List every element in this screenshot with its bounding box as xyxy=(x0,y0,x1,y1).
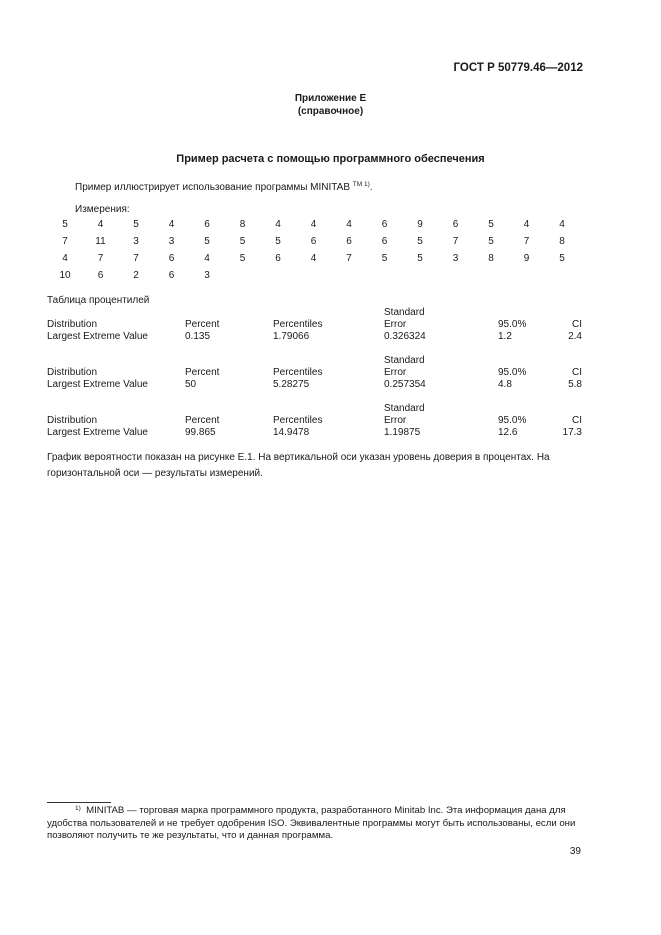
header-distribution: Distribution xyxy=(47,319,98,330)
header-ci: CI xyxy=(572,415,582,426)
header-distribution: Distribution xyxy=(47,367,98,378)
measurement-value: 5 xyxy=(239,253,246,264)
measurement-value: 5 xyxy=(62,219,68,230)
measurement-value: 6 xyxy=(346,236,352,247)
measurement-value: 7 xyxy=(97,253,104,264)
measurement-value: 6 xyxy=(97,270,104,281)
measurement-value: 7 xyxy=(523,236,530,247)
measurement-value: 4 xyxy=(346,219,352,230)
measurement-value: 11 xyxy=(95,236,106,247)
header-percentiles: Percentiles xyxy=(273,319,323,330)
header-ci: CI xyxy=(572,367,582,378)
measurement-value: 7 xyxy=(452,236,459,247)
footnote-mark: 1) xyxy=(75,805,81,812)
body-paragraph: График вероятности показан на рисунке Е.1. На вертикальной оси указан уровень доверия в процентах. На горизонтальной оси — результаты измерений. xyxy=(47,452,550,479)
measurement-value: 6 xyxy=(310,236,317,247)
header-standard: Standard xyxy=(384,403,425,414)
cell-ci-lower: 12.6 xyxy=(498,427,518,438)
footnote xyxy=(47,803,582,843)
measurement-value: 5 xyxy=(204,236,210,247)
table-block xyxy=(47,403,582,451)
measurement-value: 8 xyxy=(239,219,246,230)
cell-percent: 0.135 xyxy=(185,331,211,342)
cell-distribution: Largest Extreme Value xyxy=(47,331,148,342)
table-block xyxy=(47,307,582,355)
measurement-value: 7 xyxy=(346,253,352,264)
section-title: Пример расчета с помощью программного обеспечения xyxy=(176,153,485,165)
header-confidence: 95.0% xyxy=(498,319,527,330)
measurement-value: 6 xyxy=(168,253,175,264)
header-percentiles: Percentiles xyxy=(273,367,323,378)
cell-percentile: 5.28275 xyxy=(273,379,310,390)
measurement-value: 3 xyxy=(133,236,139,247)
cell-percent: 99.865 xyxy=(185,427,216,438)
measurement-value: 5 xyxy=(417,253,423,264)
header-error: Error xyxy=(384,319,407,330)
footnote-text: MINITAB — торговая марка программного продукта, разработанного Minitab Inc. Эта информация дана для удобства пользователей и не требует одобрения ISO. Эквивалентные программы могут быть использованы, если они позволяют получить те же результаты, что и данная программа. xyxy=(47,805,576,841)
measurement-value: 5 xyxy=(133,219,139,230)
header-standard: Standard xyxy=(384,355,425,366)
percentile-table xyxy=(47,307,582,451)
header-distribution: Distribution xyxy=(47,415,98,426)
measurements-label: Измерения: xyxy=(75,204,130,215)
page-number: 39 xyxy=(569,846,581,857)
header-error: Error xyxy=(384,415,407,426)
measurement-value: 6 xyxy=(381,219,388,230)
intro-main: Пример иллюстрирует использование программы MINITAB xyxy=(75,182,353,193)
measurement-value: 4 xyxy=(204,253,210,264)
header-percent: Percent xyxy=(185,319,220,330)
cell-ci-upper: 2.4 xyxy=(568,331,582,342)
measurement-value: 5 xyxy=(559,253,565,264)
measurement-value: 5 xyxy=(275,236,281,247)
measurement-value: 5 xyxy=(239,236,246,247)
measurement-value: 4 xyxy=(275,219,281,230)
measurement-value: 4 xyxy=(62,253,68,264)
measurement-value: 5 xyxy=(381,253,388,264)
header-percentiles: Percentiles xyxy=(273,415,323,426)
measurement-value: 3 xyxy=(204,270,210,281)
annex-heading xyxy=(0,92,661,118)
measurement-value: 4 xyxy=(168,219,175,230)
measurement-value: 3 xyxy=(452,253,459,264)
measurement-value: 10 xyxy=(59,270,71,281)
measurement-value: 6 xyxy=(275,253,281,264)
intro-text xyxy=(75,181,373,193)
cell-percentile: 1.79066 xyxy=(273,331,310,342)
cell-ci-lower: 4.8 xyxy=(498,379,512,390)
cell-percentile: 14.9478 xyxy=(273,427,310,438)
cell-standard-error: 0.257354 xyxy=(384,379,426,390)
measurement-value: 7 xyxy=(133,253,139,264)
measurement-value: 2 xyxy=(133,270,139,281)
measurement-value: 3 xyxy=(168,236,175,247)
cell-percent: 50 xyxy=(185,379,197,390)
cell-standard-error: 1.19875 xyxy=(384,427,421,438)
header-percent: Percent xyxy=(185,367,220,378)
measurement-value: 6 xyxy=(452,219,459,230)
measurement-value: 5 xyxy=(488,219,494,230)
cell-distribution: Largest Extreme Value xyxy=(47,379,148,390)
cell-ci-lower: 1.2 xyxy=(498,331,512,342)
measurement-value: 9 xyxy=(417,219,423,230)
header-ci: CI xyxy=(572,319,582,330)
annex-subtitle: (справочное) xyxy=(297,106,364,117)
measurement-value: 4 xyxy=(97,219,104,230)
intro-trademark-sup: TM 1) xyxy=(352,181,370,188)
cell-standard-error: 0.326324 xyxy=(384,331,426,342)
header-percent: Percent xyxy=(185,415,220,426)
cell-ci-upper: 5.8 xyxy=(568,379,582,390)
measurement-value: 5 xyxy=(488,236,494,247)
header-confidence: 95.0% xyxy=(498,367,527,378)
measurement-value: 6 xyxy=(168,270,175,281)
measurement-value: 8 xyxy=(488,253,494,264)
header-error: Error xyxy=(384,367,407,378)
measurement-value: 4 xyxy=(310,253,317,264)
standard-code: ГОСТ Р 50779.46—2012 xyxy=(453,62,583,74)
annex-title: Приложение Е xyxy=(294,93,367,104)
measurement-value: 6 xyxy=(204,219,210,230)
table-caption: Таблица процентилей xyxy=(47,295,150,306)
measurement-value: 4 xyxy=(559,219,565,230)
measurement-value: 9 xyxy=(523,253,530,264)
measurement-value: 5 xyxy=(417,236,423,247)
measurement-value: 7 xyxy=(62,236,68,247)
cell-ci-upper: 17.3 xyxy=(562,427,582,438)
measurement-value: 4 xyxy=(310,219,317,230)
header-standard: Standard xyxy=(384,307,425,318)
measurement-value: 4 xyxy=(523,219,530,230)
measurement-value: 6 xyxy=(381,236,388,247)
header-confidence: 95.0% xyxy=(498,415,527,426)
cell-distribution: Largest Extreme Value xyxy=(47,427,148,438)
intro-end: . xyxy=(369,182,373,193)
table-block xyxy=(47,355,582,403)
measurement-value: 8 xyxy=(559,236,565,247)
